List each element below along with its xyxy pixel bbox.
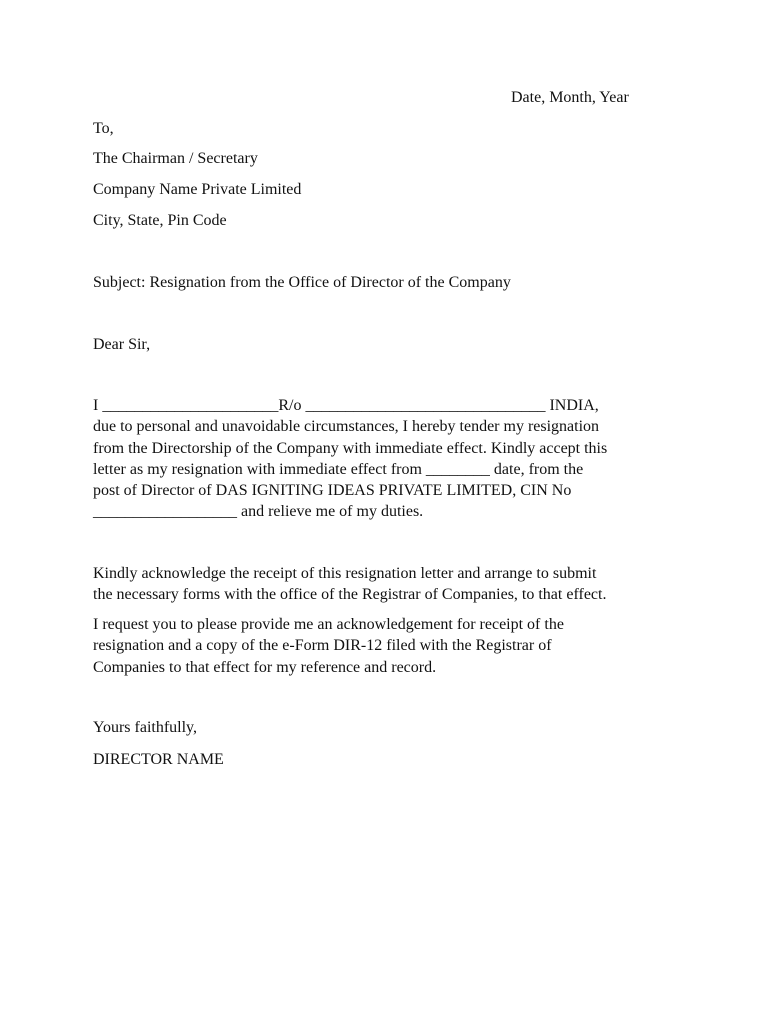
paragraph-line: I request you to please provide me an acknowledgement for receipt of the [93,616,564,633]
recipient-title: The Chairman / Secretary [93,150,258,167]
body-paragraph-2 [93,563,683,606]
recipient-address: City, State, Pin Code [93,212,227,229]
salutation: Dear Sir, [93,336,151,353]
closing: Yours faithfully, [93,719,198,736]
paragraph-line: Kindly acknowledge the receipt of this resignation letter and arrange to submit [93,565,597,582]
paragraph-line: the necessary forms with the office of the Registrar of Companies, to that effect. [93,586,607,604]
paragraph-line: from the Directorship of the Company with immediate effect. Kindly accept this [93,439,608,457]
paragraph-line: __________________ and relieve me of my duties. [93,503,424,521]
paragraph-line: I ______________________R/o ______________________________ INDIA, [93,397,599,414]
recipient-to: To, [93,120,114,137]
paragraph-line: post of Director of DAS IGNITING IDEAS PRIVATE LIMITED, CIN No [93,482,572,500]
body-paragraph-1 [93,395,683,523]
paragraph-line: letter as my resignation with immediate effect from ________ date, from the [93,460,584,478]
body-paragraph-3 [93,614,683,678]
date-line: Date, Month, Year [511,89,629,106]
recipient-company: Company Name Private Limited [93,181,302,198]
paragraph-line: due to personal and unavoidable circumstances, I hereby tender my resignation [93,418,600,436]
paragraph-line: resignation and a copy of the e-Form DIR-12 filed with the Registrar of [93,637,552,655]
signatory-name: DIRECTOR NAME [93,751,224,768]
paragraph-line: Companies to that effect for my reference and record. [93,658,437,676]
subject-line: Subject: Resignation from the Office of Director of the Company [93,274,511,291]
